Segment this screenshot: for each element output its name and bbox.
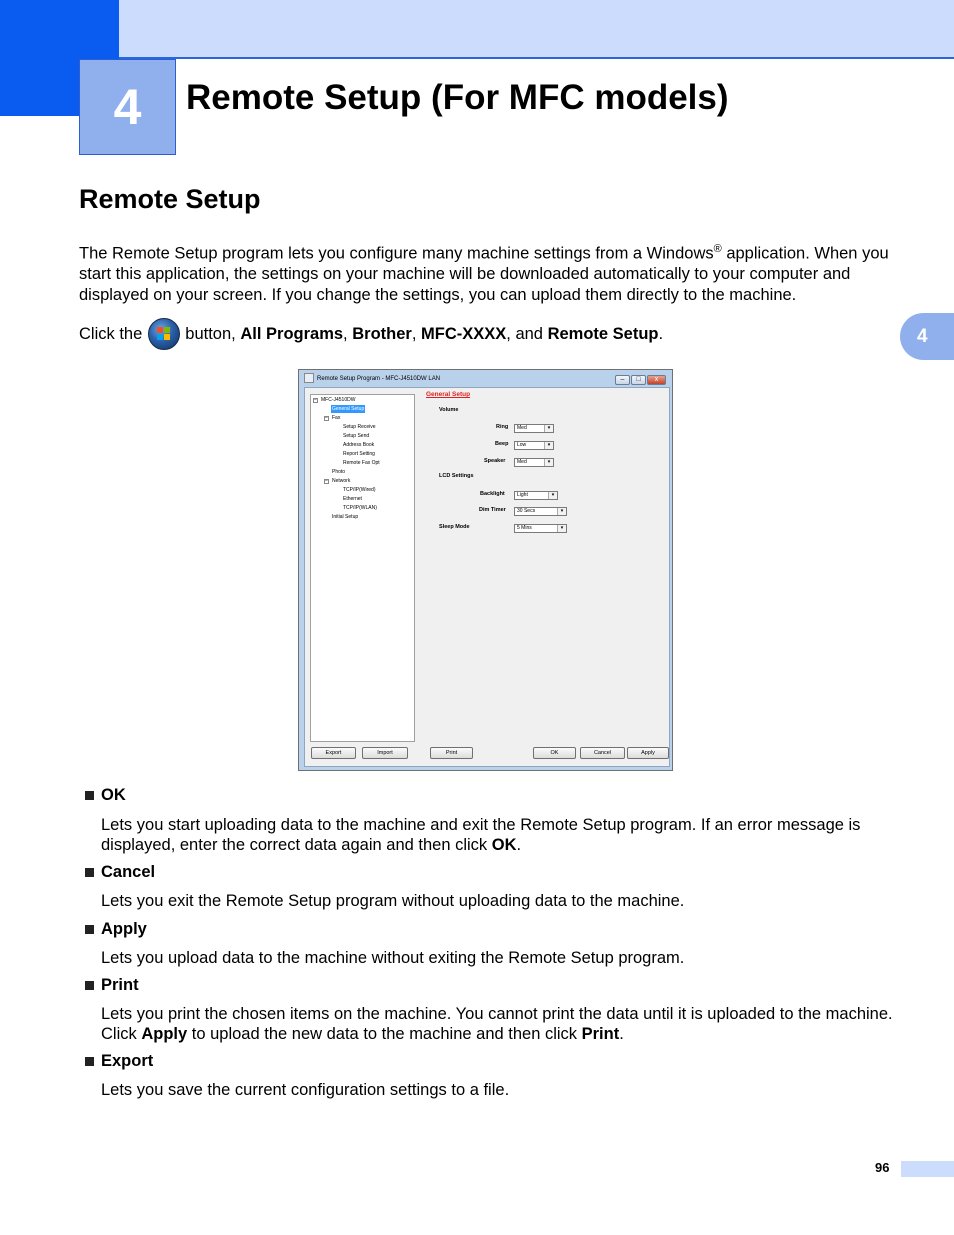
registered-mark: ®	[713, 243, 722, 255]
bullet-bold: OK	[491, 836, 517, 854]
window-titlebar	[301, 372, 670, 386]
collapse-icon[interactable]: −	[325, 478, 328, 484]
speaker-value: Med	[517, 459, 527, 465]
maximize-button[interactable]: □	[631, 375, 646, 385]
click-after-icon: button,	[185, 324, 236, 343]
chapter-side-tab	[900, 313, 954, 360]
tree-item-tcpip-wired[interactable]: TCP/IP(Wired)	[343, 487, 376, 493]
separator: ,	[411, 324, 417, 343]
footer-bar	[901, 1161, 954, 1177]
sleep-mode-dropdown[interactable]	[514, 524, 567, 533]
remote-setup-window-screenshot	[298, 369, 673, 771]
all-programs-label: All Programs	[240, 324, 344, 343]
tree-item-setup-receive[interactable]: Setup Receive	[343, 424, 376, 430]
app-icon	[304, 373, 314, 383]
chevron-down-icon: ▾	[557, 508, 566, 515]
chevron-down-icon: ▾	[548, 492, 557, 499]
bullet-title: Cancel	[101, 863, 156, 881]
windows-start-icon	[148, 318, 180, 350]
backlight-dropdown[interactable]	[514, 491, 558, 500]
bullet-print-text	[101, 1004, 901, 1044]
settings-tree[interactable]	[310, 394, 415, 742]
bullet-apply-title	[85, 920, 147, 939]
chevron-down-icon: ▾	[544, 442, 553, 449]
bullet-title: Apply	[101, 920, 147, 938]
minimize-button[interactable]: –	[615, 375, 630, 385]
bullet-cancel-title	[85, 863, 155, 882]
bullet-export-text: Lets you save the current configuration settings to a file.	[101, 1081, 510, 1099]
dim-timer-dropdown[interactable]	[514, 507, 567, 516]
close-button[interactable]: x	[647, 375, 666, 385]
section-title: Remote Setup	[79, 184, 261, 214]
period: .	[658, 324, 664, 343]
bullet-cancel-text: Lets you exit the Remote Setup program without uploading data to the machine.	[101, 892, 685, 910]
tree-item-root[interactable]: MFC-J4510DW	[321, 397, 356, 403]
model-label: MFC-XXXX	[421, 324, 507, 343]
speaker-dropdown[interactable]	[514, 458, 554, 467]
collapse-icon[interactable]: −	[325, 415, 328, 421]
tree-item-photo[interactable]: Photo	[332, 469, 346, 475]
intro-paragraph	[79, 239, 909, 305]
bullet-square-icon	[85, 868, 94, 877]
tree-item-tcpip-wlan[interactable]: TCP/IP(WLAN)	[343, 505, 377, 511]
header-rule	[119, 57, 954, 59]
export-button[interactable]: Export	[311, 747, 356, 759]
bullet-title: Export	[101, 1052, 154, 1070]
chevron-down-icon: ▾	[544, 459, 553, 466]
bullet-text: Lets you start uploading data to the machine and exit the Remote Setup program. If an error message is displayed, enter the correct data again and then click	[101, 816, 861, 854]
speaker-label: Speaker	[484, 458, 506, 464]
tree-item-network[interactable]: Network	[332, 478, 351, 484]
side-tab-label: 4	[917, 325, 928, 347]
intro-text-1: The Remote Setup program lets you configure many machine settings from a Windows	[79, 244, 714, 263]
chevron-down-icon: ▾	[557, 525, 566, 532]
chevron-down-icon: ▾	[544, 425, 553, 432]
chapter-number: 4	[113, 79, 142, 135]
bullet-square-icon	[85, 981, 94, 990]
bullet-apply-text: Lets you upload data to the machine without exiting the Remote Setup program.	[101, 949, 685, 967]
header-band	[119, 0, 954, 57]
import-button[interactable]: Import	[362, 747, 408, 759]
ring-label: Ring	[496, 424, 509, 430]
tree-item-address-book[interactable]: Address Book	[343, 442, 375, 448]
collapse-icon[interactable]: −	[314, 397, 317, 403]
brother-label: Brother	[352, 324, 412, 343]
window-client-area	[304, 387, 670, 767]
intro-text-2: application. When you start this application, the settings on your machine will be downloaded automatically to your computer and displayed on your screen. If you change the settings, you can upload them directly to the machine.	[79, 244, 889, 304]
click-prefix: Click the	[79, 324, 143, 343]
bullet-square-icon	[85, 791, 94, 800]
beep-label: Beep	[495, 441, 509, 447]
ok-button[interactable]: OK	[533, 747, 576, 759]
bullet-text: .	[516, 836, 522, 854]
backlight-value: Light	[517, 492, 528, 498]
lcd-settings-heading: LCD Settings	[439, 473, 474, 479]
tree-item-ethernet[interactable]: Ethernet	[343, 496, 362, 502]
bullet-square-icon	[85, 925, 94, 934]
separator: ,	[343, 324, 348, 343]
click-instruction	[79, 318, 663, 350]
tree-item-setup-send[interactable]: Setup Send	[343, 433, 370, 439]
bullet-square-icon	[85, 1057, 94, 1066]
print-button[interactable]: Print	[430, 747, 473, 759]
apply-button[interactable]: Apply	[627, 747, 669, 759]
tree-item-fax[interactable]: Fax	[332, 415, 341, 421]
bullet-bold: Print	[581, 1025, 620, 1043]
backlight-label: Backlight	[480, 491, 505, 497]
tree-item-remote-fax-opt[interactable]: Remote Fax Opt	[343, 460, 380, 466]
tree-item-initial-setup[interactable]: Initial Setup	[332, 514, 359, 520]
volume-heading: Volume	[439, 407, 459, 413]
bullet-text: to upload the new data to the machine and then click	[187, 1025, 582, 1043]
remote-setup-label: Remote Setup	[547, 324, 659, 343]
dim-timer-label: Dim Timer	[479, 507, 506, 513]
chapter-number-box	[79, 59, 176, 155]
bullet-ok-text	[101, 815, 901, 855]
bullet-ok-title	[85, 786, 126, 805]
window-title: Remote Setup Program - MFC-J4510DW LAN	[317, 376, 441, 382]
tree-item-report-setting[interactable]: Report Setting	[343, 451, 375, 457]
bullet-bold: Apply	[141, 1025, 188, 1043]
bullet-title: OK	[101, 786, 126, 804]
sleep-mode-value: 5 Mins	[517, 525, 532, 531]
dim-timer-value: 30 Secs	[517, 508, 536, 514]
bullet-text: .	[619, 1025, 624, 1043]
bullet-export-title	[85, 1052, 153, 1071]
cancel-button[interactable]: Cancel	[580, 747, 625, 759]
beep-dropdown[interactable]	[514, 441, 554, 450]
ring-dropdown[interactable]	[514, 424, 554, 433]
and-text: , and	[506, 324, 543, 343]
bullet-title: Print	[101, 976, 139, 994]
chapter-title: Remote Setup (For MFC models)	[186, 78, 729, 117]
ring-value: Med	[517, 425, 527, 431]
page-number: 96	[875, 1160, 890, 1175]
beep-value: Low	[517, 442, 527, 448]
bullet-text: Lets you print the chosen items on the machine. You cannot print the data until it is uploaded to the machine. Click	[101, 1005, 893, 1043]
bullet-print-title	[85, 976, 139, 995]
panel-title: General Setup	[426, 391, 471, 398]
sleep-mode-label: Sleep Mode	[439, 524, 470, 530]
tree-item-general-setup[interactable]: General Setup	[332, 406, 365, 412]
